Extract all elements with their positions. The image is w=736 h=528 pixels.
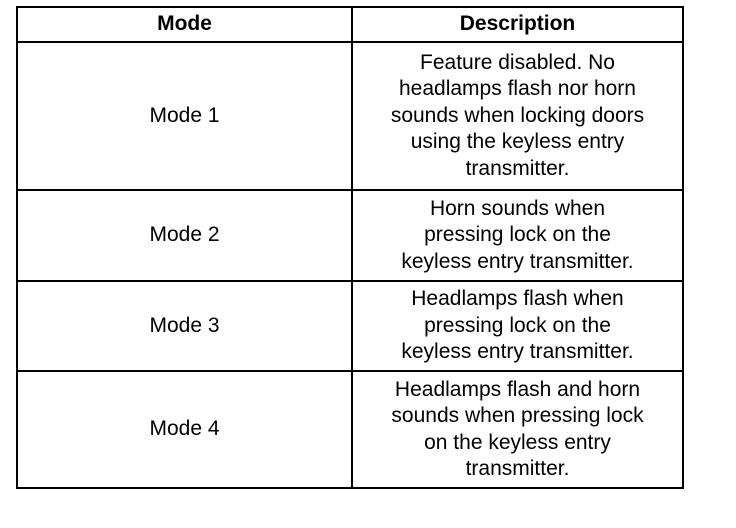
header-row <box>17 7 683 42</box>
mode-description-table <box>16 6 684 489</box>
description-line: headlamps flash nor horn <box>399 77 636 101</box>
table-row <box>17 190 683 281</box>
description-line: transmitter. <box>465 457 570 480</box>
mode-cell: Mode 1 <box>17 42 352 190</box>
description-cell <box>352 371 683 488</box>
mode-cell: Mode 2 <box>17 190 352 281</box>
description-line: transmitter. <box>465 156 570 180</box>
description-line: keyless entry transmitter. <box>401 340 634 364</box>
description-line: pressing lock on the <box>424 313 611 337</box>
mode-cell: Mode 4 <box>17 371 352 488</box>
description-line: sounds when pressing lock <box>391 404 644 427</box>
table-row <box>17 42 683 190</box>
description-cell <box>352 42 683 190</box>
description-line: Horn sounds when <box>429 196 606 220</box>
description-line: on the keyless entry <box>424 430 611 454</box>
header-mode: Mode <box>17 7 352 42</box>
description-line: using the keyless entry <box>410 130 625 154</box>
description-cell <box>352 190 683 281</box>
description-line: pressing lock on the <box>424 223 611 247</box>
description-line: sounds when locking doors <box>390 103 645 127</box>
table-row <box>17 281 683 371</box>
description-line: keyless entry transmitter. <box>401 249 634 273</box>
mode-cell: Mode 3 <box>17 281 352 371</box>
header-description: Description <box>352 7 683 42</box>
description-line: Headlamps flash and horn <box>394 377 641 401</box>
description-line: Headlamps flash when <box>411 287 624 311</box>
table-row <box>17 371 683 488</box>
description-line: Feature disabled. No <box>420 50 615 74</box>
description-cell <box>352 281 683 371</box>
